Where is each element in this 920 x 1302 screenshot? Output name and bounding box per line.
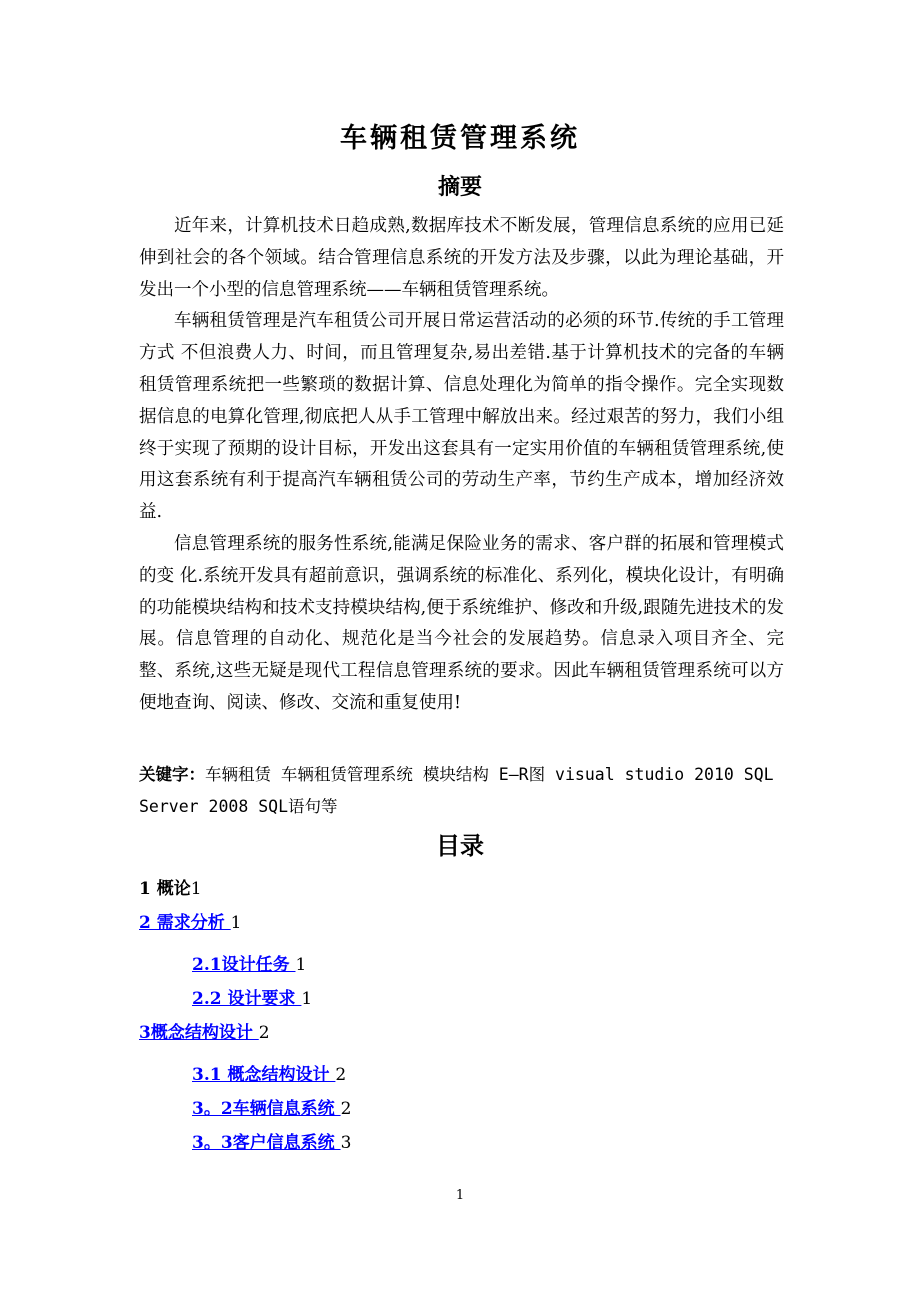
- toc-page-number: 2: [340, 1099, 352, 1119]
- toc-page-number: 2: [335, 1065, 347, 1085]
- abstract-body: [139, 211, 784, 720]
- toc-page-number: 2: [258, 1023, 270, 1043]
- toc-page-number: 1: [301, 989, 313, 1009]
- abstract-heading: 摘要: [437, 174, 482, 200]
- keywords-text: 车辆租赁 车辆租赁管理系统 模块结构 E—R图 visual studio 2010 SQL Server 2008 SQL语句等: [139, 765, 774, 816]
- toc-page-number: 3: [340, 1133, 352, 1153]
- page-number: 1: [455, 1188, 465, 1203]
- toc-link[interactable]: 2.2 设计要求: [192, 989, 302, 1009]
- toc-page-number: 1: [190, 879, 202, 899]
- abstract-paragraph: 车辆租赁管理是汽车租赁公司开展日常运营活动的必须的环节.传统的手工管理方式 不但浪费人力、时间，而且管理复杂,易出差错.基于计算机技术的完备的车辆租赁管理系统把一些繁琐的数据计算、信息处理化为简单的指令操作。完全实现数据信息的电算化管理,彻底把人从手工管理中解放出来。经过艰苦的努力，我们小组终于实现了预期的设计目标，开发出这套具有一定实用价值的车辆租赁管理系统,使用这套系统有利于提高汽车辆租赁公司的劳动生产率，节约生产成本，增加经济效益.: [139, 311, 784, 523]
- toc-item: [192, 988, 312, 1010]
- toc-link[interactable]: 3概念结构设计: [139, 1023, 259, 1043]
- toc-link[interactable]: 2.1设计任务: [192, 955, 296, 975]
- toc-link[interactable]: 3.1 概念结构设计: [192, 1065, 336, 1085]
- abstract-paragraph: 信息管理系统的服务性系统,能满足保险业务的需求、客户群的拓展和管理模式的变 化.系统开发具有超前意识，强调系统的标准化、系列化，模块化设计，有明确的功能模块结构和技术支持模块结构,便于系统维护、修改和升级,跟随先进技术的发展。信息管理的自动化、规范化是当今社会的发展趋势。信息录入项目齐全、完整、系统,这些无疑是现代工程信息管理系统的要求。因此车辆租赁管理系统可以方便地查询、阅读、修改、交流和重复使用!: [139, 533, 784, 713]
- toc-item: [139, 878, 202, 900]
- toc-link[interactable]: 3。2车辆信息系统: [192, 1099, 341, 1119]
- toc-link[interactable]: 2 需求分析: [139, 913, 231, 933]
- keywords: [139, 759, 819, 823]
- keywords-label: 关键字：: [139, 765, 205, 784]
- toc-heading: 目录: [436, 831, 484, 860]
- toc-item: [192, 954, 306, 976]
- toc-item: [139, 1022, 270, 1044]
- toc-link[interactable]: 3。3客户信息系统: [192, 1133, 341, 1153]
- toc-entry-title: 1 概论: [139, 879, 191, 899]
- toc-item: [139, 912, 242, 934]
- abstract-paragraph: 近年来，计算机技术日趋成熟,数据库技术不断发展，管理信息系统的应用已延伸到社会的各个领域。结合管理信息系统的开发方法及步骤，以此为理论基础，开发出一个小型的信息管理系统——车辆租赁管理系统。: [139, 216, 784, 300]
- toc-page-number: 1: [230, 913, 242, 933]
- toc-page-number: 1: [295, 955, 307, 975]
- toc-item: [192, 1098, 351, 1120]
- toc-item: [192, 1064, 346, 1086]
- document-title: 车辆租赁管理系统: [340, 123, 580, 154]
- toc-item: [192, 1132, 351, 1154]
